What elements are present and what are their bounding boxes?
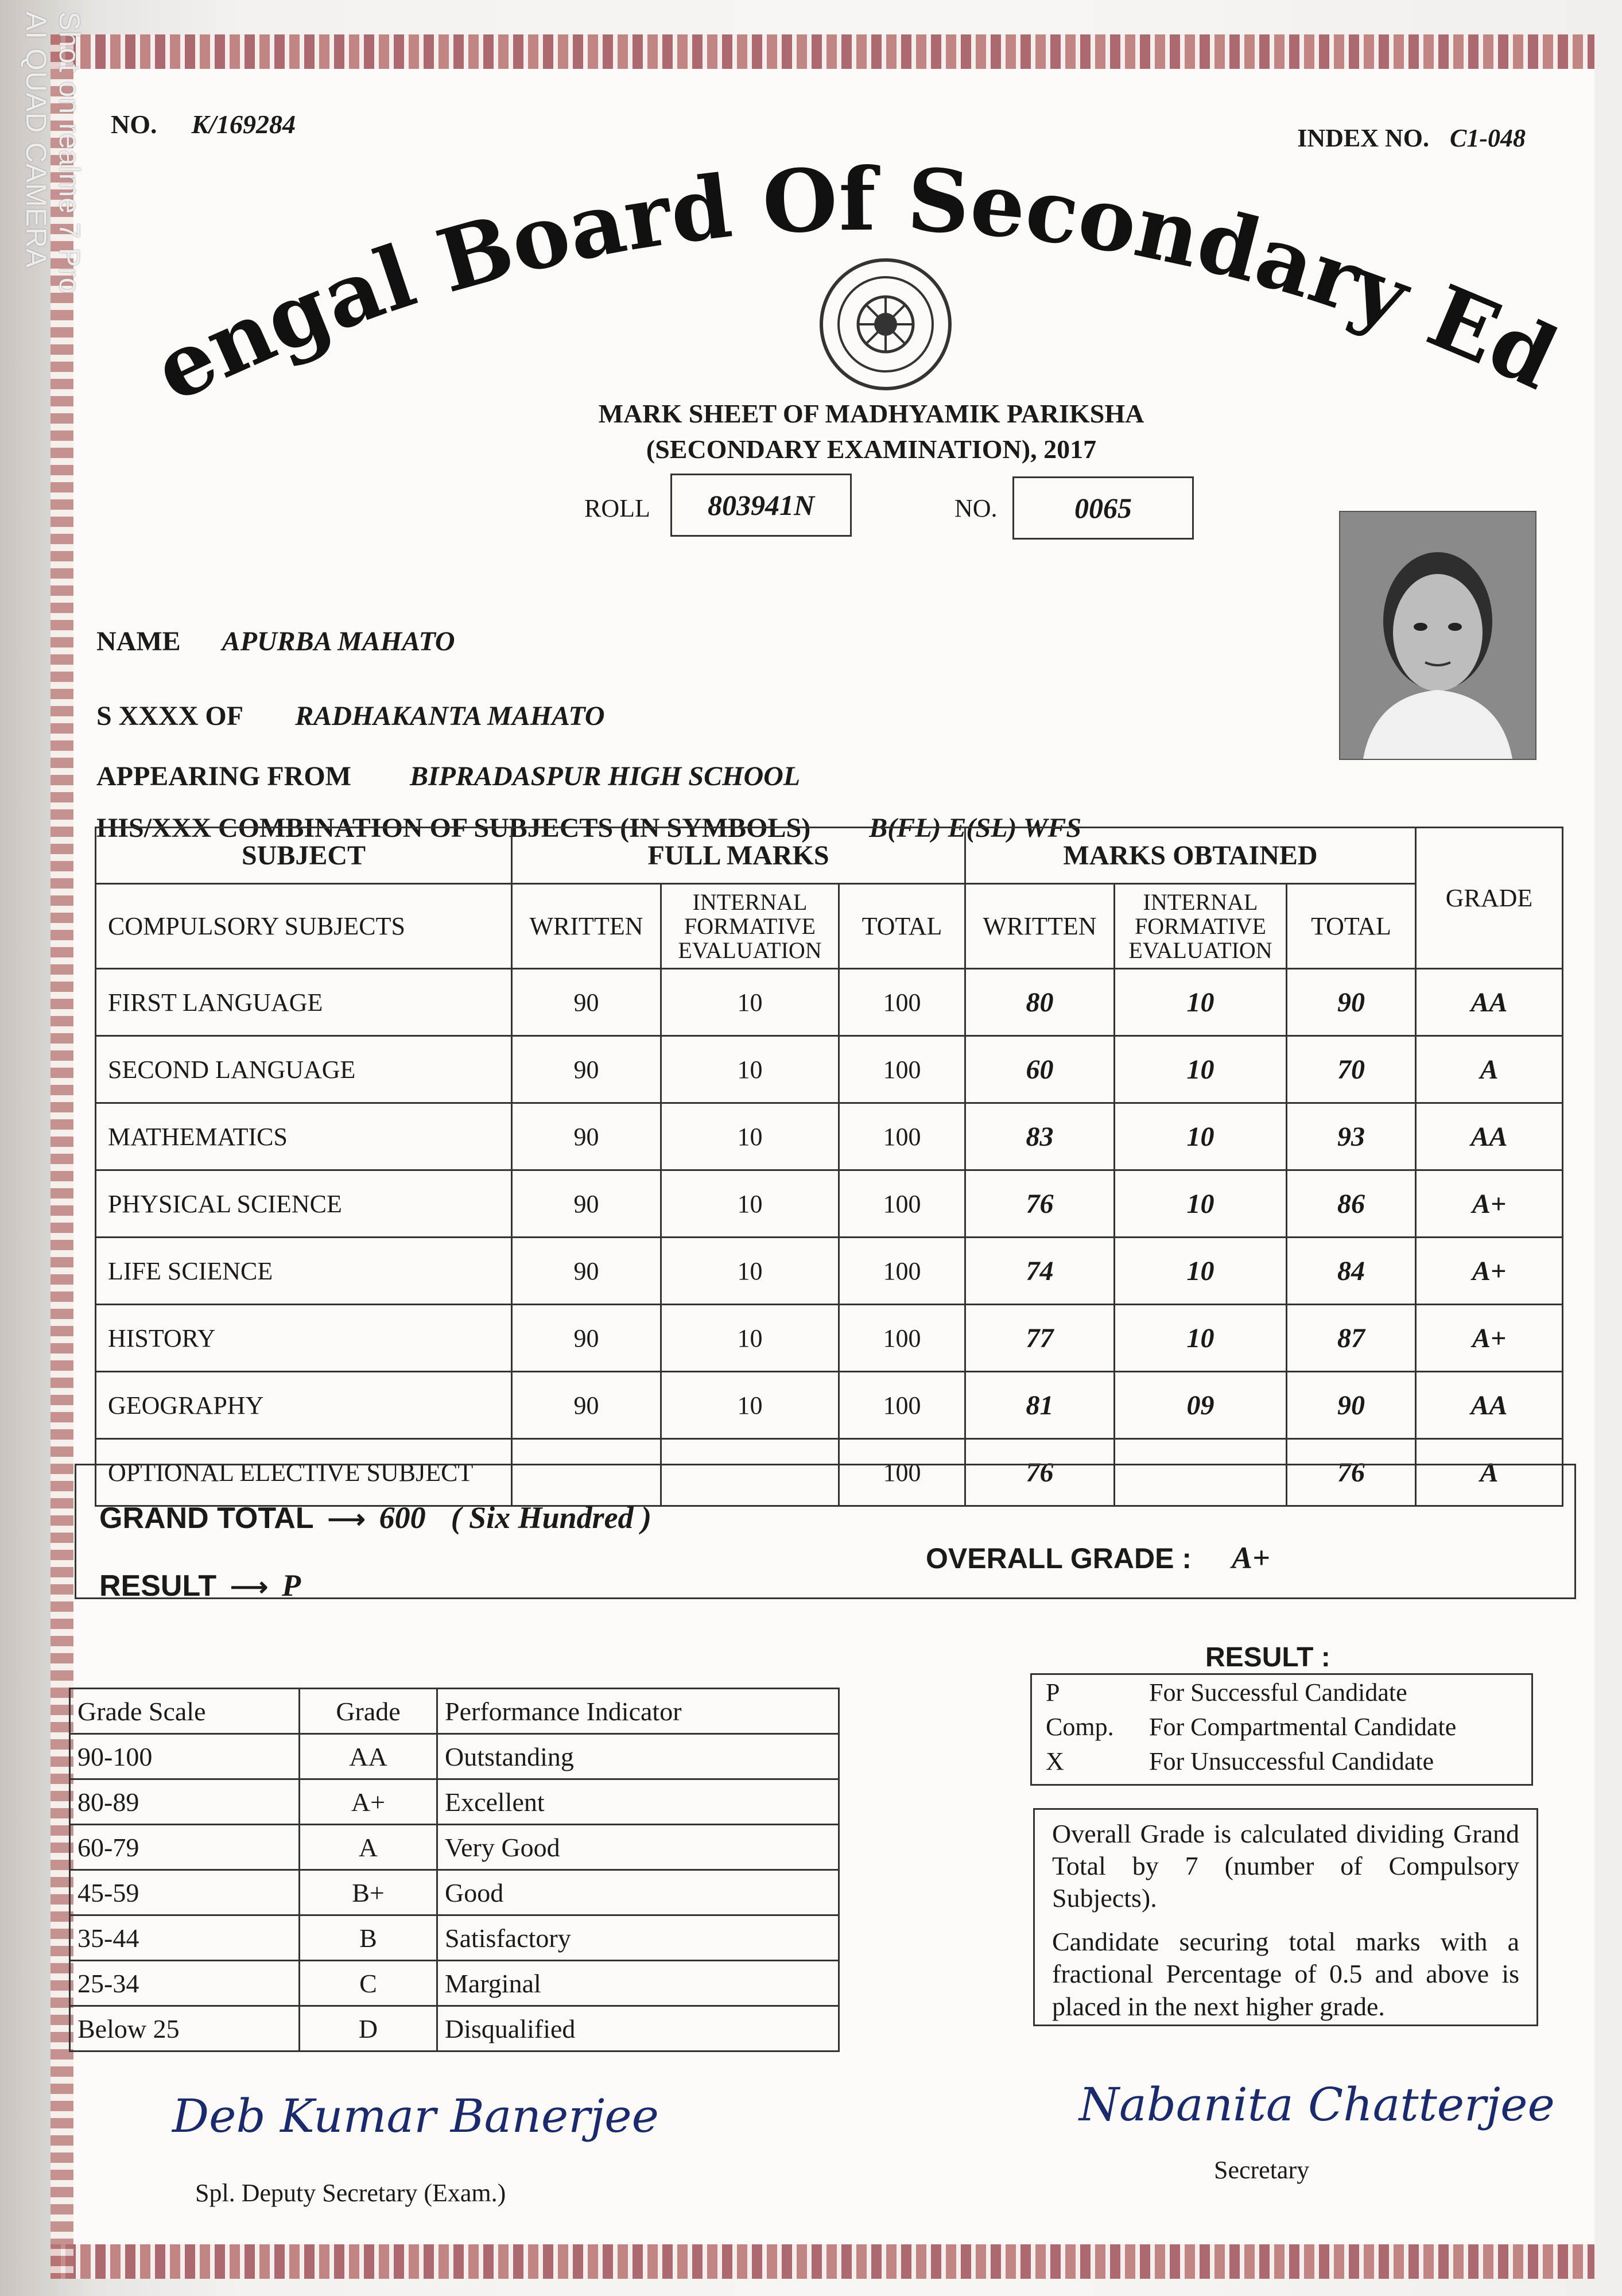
full-internal: 10 <box>661 1238 839 1305</box>
obtained-written-header: WRITTEN <box>965 884 1115 969</box>
result-row <box>99 1568 301 1603</box>
grand-total-value: 600 <box>379 1500 426 1535</box>
obtained-total: 70 <box>1287 1036 1416 1103</box>
index-label: INDEX NO. <box>1297 124 1429 152</box>
obtained-internal: 10 <box>1115 1238 1287 1305</box>
result-label: RESULT <box>99 1569 217 1603</box>
result-summary <box>75 1464 1576 1603</box>
table-row <box>96 969 1563 1036</box>
table-row <box>70 1915 839 1961</box>
full-written: 90 <box>512 1103 661 1170</box>
roll-label: ROLL <box>584 494 650 522</box>
full-total: 100 <box>839 1439 965 1506</box>
subject-grade: AA <box>1416 1103 1563 1170</box>
obtained-total: 76 <box>1287 1439 1416 1506</box>
decorative-border-top <box>51 34 1594 69</box>
performance-indicator: Marginal <box>437 1961 839 2006</box>
obtained-written: 76 <box>965 1170 1115 1238</box>
candidate-photo <box>1339 511 1536 760</box>
grade-range: 35-44 <box>70 1915 300 1961</box>
grade-scale-header-row <box>70 1689 839 1734</box>
note-overall-grade: Overall Grade is calculated dividing Grand Total by 7 (number of Compulsory Subjects). <box>1052 1819 1519 1913</box>
result-key-title: RESULT : <box>1205 1642 1330 1673</box>
combination-label: HIS/XXX COMBINATION OF SUBJECTS (IN SYMBOLS) <box>96 813 811 843</box>
serial-label: NO. <box>111 110 157 139</box>
obtained-total: 93 <box>1287 1103 1416 1170</box>
camera-watermark-line2: AI QUAD CAMERA <box>20 11 52 269</box>
table-row <box>96 1372 1563 1439</box>
full-marks-header: FULL MARKS <box>512 828 965 884</box>
overall-grade-label: OVERALL GRADE : <box>926 1542 1192 1574</box>
full-internal: 10 <box>661 1036 839 1103</box>
full-written: 90 <box>512 969 661 1036</box>
subject-name: HISTORY <box>96 1305 512 1372</box>
full-total: 100 <box>839 1103 965 1170</box>
full-internal-header: INTERNAL FORMATIVE EVALUATION <box>661 884 839 969</box>
camera-watermark <box>6 11 86 413</box>
overall-grade-row <box>926 1540 1270 1576</box>
grade-range: 90-100 <box>70 1734 300 1779</box>
obtained-total-header: TOTAL <box>1287 884 1416 969</box>
exam-title <box>579 396 1164 467</box>
board-seal-logo <box>817 255 954 393</box>
obtained-internal: 10 <box>1115 1036 1287 1103</box>
full-internal: 10 <box>661 1103 839 1170</box>
subject-header: SUBJECT <box>96 828 512 884</box>
grade-code: B+ <box>300 1870 437 1915</box>
table-row <box>70 1825 839 1870</box>
obtained-written: 76 <box>965 1439 1115 1506</box>
marks-header-row <box>96 828 1563 884</box>
exam-title-line1: MARK SHEET OF MADHYAMIK PARIKSHA <box>598 399 1144 428</box>
grade-range: 60-79 <box>70 1825 300 1870</box>
full-written-header: WRITTEN <box>512 884 661 969</box>
obtained-total: 90 <box>1287 969 1416 1036</box>
subject-grade: A+ <box>1416 1170 1563 1238</box>
grade-code: AA <box>300 1734 437 1779</box>
full-total: 100 <box>839 1238 965 1305</box>
board-name: ngal Board Of Secondary Ed <box>191 149 1571 410</box>
grade-code: B <box>300 1915 437 1961</box>
performance-indicator: Excellent <box>437 1779 839 1825</box>
roll-no-label: NO. <box>954 494 998 522</box>
full-written: 90 <box>512 1305 661 1372</box>
obtained-internal-header: INTERNAL FORMATIVE EVALUATION <box>1115 884 1287 969</box>
exam-title-line2: (SECONDARY EXAMINATION), 2017 <box>646 435 1097 464</box>
grand-total-words: ( Six Hundred ) <box>451 1500 652 1535</box>
result-code: P <box>1046 1678 1060 1707</box>
grade-code: C <box>300 1961 437 2006</box>
obtained-internal: 09 <box>1115 1372 1287 1439</box>
grading-notes <box>1033 1808 1538 2026</box>
table-row <box>70 1734 839 1779</box>
full-total: 100 <box>839 1036 965 1103</box>
subject-combination: B(FL) E(SL) WFS <box>869 813 1082 843</box>
grade-range: 45-59 <box>70 1870 300 1915</box>
performance-indicator: Outstanding <box>437 1734 839 1779</box>
deputy-secretary-title: Spl. Deputy Secretary (Exam.) <box>195 2179 506 2207</box>
subject-grade: AA <box>1416 969 1563 1036</box>
performance-indicator: Satisfactory <box>437 1915 839 1961</box>
candidate-name: APURBA MAHATO <box>222 626 455 657</box>
table-row <box>96 1305 1563 1372</box>
result-description: For Compartmental Candidate <box>1149 1712 1457 1741</box>
roll-value: 803941N <box>670 474 852 537</box>
obtained-internal: 10 <box>1115 1103 1287 1170</box>
obtained-internal: 10 <box>1115 1170 1287 1238</box>
marks-table <box>95 827 1563 1507</box>
table-row <box>70 1779 839 1825</box>
subject-name: FIRST LANGUAGE <box>96 969 512 1036</box>
full-internal: 10 <box>661 969 839 1036</box>
obtained-written: 81 <box>965 1372 1115 1439</box>
full-internal: 10 <box>661 1170 839 1238</box>
school-name: BIPRADASPUR HIGH SCHOOL <box>409 761 801 792</box>
grade-range: 80-89 <box>70 1779 300 1825</box>
subject-name: SECOND LANGUAGE <box>96 1036 512 1103</box>
obtained-written: 60 <box>965 1036 1115 1103</box>
camera-watermark-line1: Shot on realme 7 Pro <box>53 11 86 294</box>
roll-no-value: 0065 <box>1012 476 1194 540</box>
arrow-icon: ⟶ <box>230 1572 269 1601</box>
grade-header: GRADE <box>1416 828 1563 969</box>
table-row <box>96 1036 1563 1103</box>
subject-grade: A <box>1416 1439 1563 1506</box>
grade-code: A+ <box>300 1779 437 1825</box>
full-internal: 10 <box>661 1305 839 1372</box>
grade-range: Below 25 <box>70 2006 300 2051</box>
obtained-total: 87 <box>1287 1305 1416 1372</box>
subject-grade: A+ <box>1416 1305 1563 1372</box>
obtained-total: 86 <box>1287 1170 1416 1238</box>
table-row <box>96 1170 1563 1238</box>
deputy-secretary-signature: Deb Kumar Banerjee <box>172 2089 659 2143</box>
table-row <box>70 1961 839 2006</box>
performance-indicator: Very Good <box>437 1825 839 1870</box>
grade-code: D <box>300 2006 437 2051</box>
index-value: C1-048 <box>1450 124 1526 152</box>
subject-grade: A+ <box>1416 1238 1563 1305</box>
candidate-name-row <box>96 626 455 657</box>
grade-range: 25-34 <box>70 1961 300 2006</box>
performance-indicator: Disqualified <box>437 2006 839 2051</box>
parent-label: S XXXX OF <box>96 701 243 731</box>
full-written: 90 <box>512 1238 661 1305</box>
grade-scale-header: Grade Scale <box>70 1689 300 1734</box>
school-row <box>96 761 800 792</box>
full-total: 100 <box>839 1170 965 1238</box>
grand-total-label: GRAND TOTAL <box>99 1502 314 1535</box>
secretary-signature: Nabanita Chatterjee <box>1079 2078 1555 2131</box>
obtained-total: 90 <box>1287 1372 1416 1439</box>
subject-name: PHYSICAL SCIENCE <box>96 1170 512 1238</box>
subject-name: GEOGRAPHY <box>96 1372 512 1439</box>
result-description: For Unsuccessful Candidate <box>1149 1747 1434 1775</box>
marks-obtained-header: MARKS OBTAINED <box>965 828 1416 884</box>
arrow-icon: ⟶ <box>327 1504 366 1534</box>
obtained-internal: 10 <box>1115 969 1287 1036</box>
name-label: NAME <box>96 626 181 657</box>
obtained-written: 80 <box>965 969 1115 1036</box>
grand-total-row <box>99 1500 651 1535</box>
table-row <box>70 1870 839 1915</box>
full-written: 90 <box>512 1372 661 1439</box>
table-row <box>70 2006 839 2051</box>
result-code: X <box>1046 1747 1064 1775</box>
result-code: Comp. <box>1046 1712 1114 1741</box>
obtained-written: 74 <box>965 1238 1115 1305</box>
secretary-title: Secretary <box>1214 2156 1310 2184</box>
subject-name: LIFE SCIENCE <box>96 1238 512 1305</box>
result-key-box <box>1030 1673 1533 1786</box>
subject-name: MATHEMATICS <box>96 1103 512 1170</box>
overall-grade-value: A+ <box>1232 1541 1270 1575</box>
parent-name: RADHAKANTA MAHATO <box>295 701 605 731</box>
serial-value: K/169284 <box>191 110 296 139</box>
decorative-border-bottom <box>51 2244 1594 2279</box>
result-key-row <box>1032 1675 1531 1709</box>
performance-indicator-header: Performance Indicator <box>437 1689 839 1734</box>
obtained-written: 77 <box>965 1305 1115 1372</box>
full-total: 100 <box>839 969 965 1036</box>
result-key-row <box>1032 1709 1531 1744</box>
result-description: For Successful Candidate <box>1149 1678 1407 1707</box>
grade-scale-table <box>69 1688 840 2052</box>
table-row <box>96 1238 1563 1305</box>
school-label: APPEARING FROM <box>96 761 351 792</box>
full-written: 90 <box>512 1170 661 1238</box>
full-total: 100 <box>839 1305 965 1372</box>
full-internal: 10 <box>661 1372 839 1439</box>
grade-code: A <box>300 1825 437 1870</box>
parent-name-row <box>96 700 605 732</box>
result-key-row <box>1032 1744 1531 1778</box>
grade-header: Grade <box>300 1689 437 1734</box>
subject-grade: AA <box>1416 1372 1563 1439</box>
full-written: 90 <box>512 1036 661 1103</box>
table-row <box>96 1103 1563 1170</box>
note-rounding: Candidate securing total marks with a fractional Percentage of 0.5 and above is placed in the next higher grade. <box>1052 1927 1519 2021</box>
performance-indicator: Good <box>437 1870 839 1915</box>
full-total-header: TOTAL <box>839 884 965 969</box>
obtained-internal: 10 <box>1115 1305 1287 1372</box>
marks-subheader-row <box>96 884 1563 969</box>
subject-name: OPTIONAL ELECTIVE SUBJECT <box>96 1439 512 1506</box>
subject-grade: A <box>1416 1036 1563 1103</box>
obtained-total: 84 <box>1287 1238 1416 1305</box>
compulsory-subjects-header: COMPULSORY SUBJECTS <box>96 884 512 969</box>
result-value: P <box>282 1568 301 1603</box>
full-total: 100 <box>839 1372 965 1439</box>
obtained-written: 83 <box>965 1103 1115 1170</box>
